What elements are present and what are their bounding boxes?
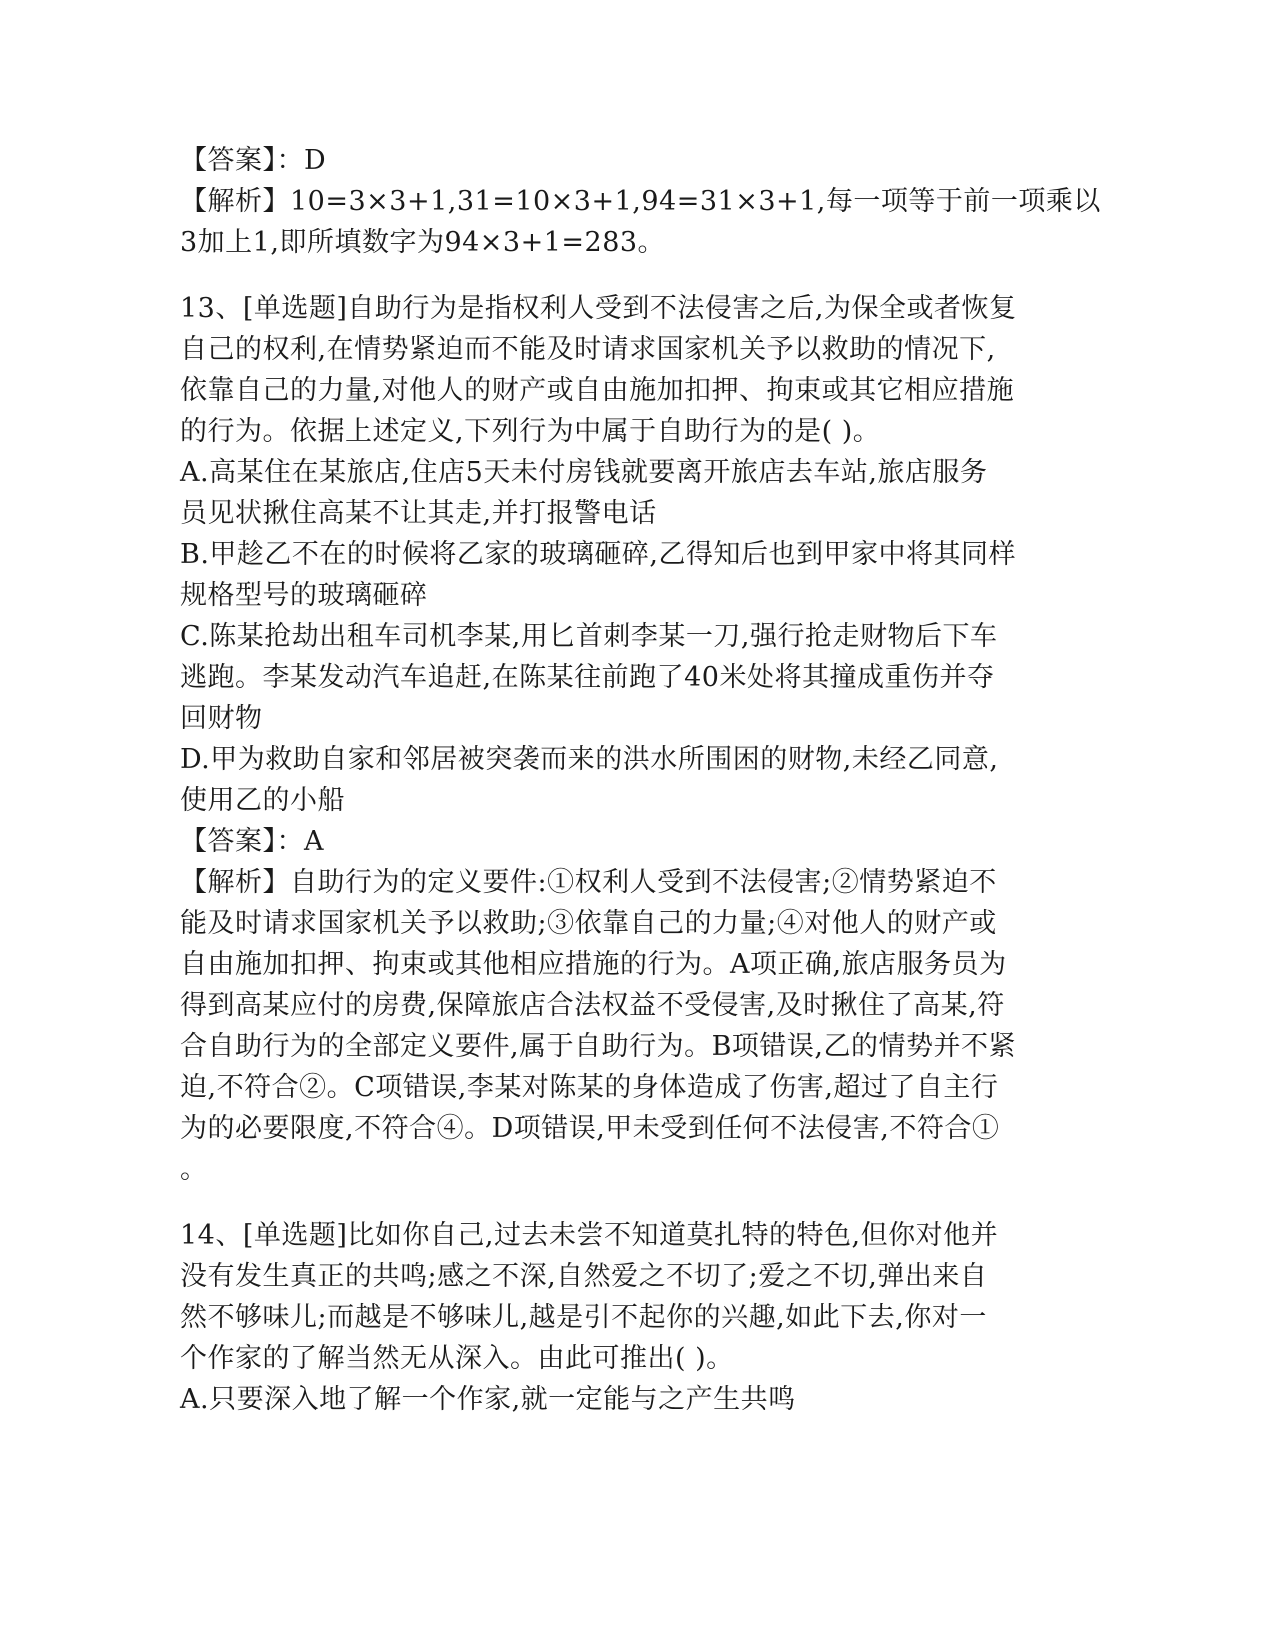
q13-option-d — [180, 739, 1080, 821]
option-line: 员见状揪住高某不让其走,并打报警电话 — [180, 498, 657, 529]
stem-line: 没有发生真正的共鸣;感之不深,自然爱之不切了;爱之不切,弹出来自 — [180, 1261, 988, 1292]
q13-option-c — [180, 616, 1080, 739]
question-spacer — [180, 263, 1080, 288]
option-line: B.甲趁乙不在的时候将乙家的玻璃砸碎,乙得知后也到甲家中将其同样 — [180, 539, 1017, 570]
stem-line: 的行为。依据上述定义,下列行为中属于自助行为的是( )。 — [180, 416, 881, 447]
option-line: 规格型号的玻璃砸碎 — [180, 580, 428, 611]
option-line: 回财物 — [180, 703, 263, 734]
option-line: D.甲为救助自家和邻居被突袭而来的洪水所围困的财物,未经乙同意, — [180, 744, 999, 775]
analysis-line: 。 — [180, 1154, 208, 1185]
stem-line: 13、[单选题]自助行为是指权利人受到不法侵害之后,为保全或者恢复 — [180, 293, 1017, 324]
q13-answer — [180, 821, 1080, 862]
stem-line: 然不够味儿;而越是不够味儿,越是引不起你的兴趣,如此下去,你对一 — [180, 1302, 987, 1333]
q14-option-a — [180, 1379, 1080, 1420]
option-line: A.只要深入地了解一个作家,就一定能与之产生共鸣 — [180, 1384, 796, 1415]
q13-option-a — [180, 452, 1080, 534]
stem-line: 依靠自己的力量,对他人的财产或自由施加扣押、拘束或其它相应措施 — [180, 375, 1015, 406]
q12-analysis — [180, 181, 1101, 263]
stem-line: 自己的权利,在情势紧迫而不能及时请求国家机关予以救助的情况下, — [180, 334, 996, 365]
q13-analysis — [180, 862, 1080, 1190]
analysis-line: 【解析】10=3×3+1,31=10×3+1,94=31×3+1,每一项等于前一项乘以 — [180, 186, 1101, 217]
q12-answer — [180, 140, 1080, 181]
analysis-line: 迫,不符合②。C项错误,李某对陈某的身体造成了伤害,超过了自主行 — [180, 1072, 999, 1103]
option-line: 使用乙的小船 — [180, 785, 345, 816]
analysis-line: 能及时请求国家机关予以救助;③依靠自己的力量;④对他人的财产或 — [180, 908, 997, 939]
q13-option-b — [180, 534, 1080, 616]
answer-line: 【答案】：D — [180, 145, 327, 176]
option-line: A.高某住在某旅店,住店5天未付房钱就要离开旅店去车站,旅店服务 — [180, 457, 988, 488]
analysis-line: 得到高某应付的房费,保障旅店合法权益不受侵害,及时揪住了高某,符 — [180, 990, 1005, 1021]
analysis-line: 合自助行为的全部定义要件,属于自助行为。B项错误,乙的情势并不紧 — [180, 1031, 1017, 1062]
q13-stem — [180, 288, 1080, 452]
option-line: C.陈某抢劫出租车司机李某,用匕首刺李某一刀,强行抢走财物后下车 — [180, 621, 998, 652]
analysis-line: 自由施加扣押、拘束或其他相应措施的行为。A项正确,旅店服务员为 — [180, 949, 1007, 980]
stem-line: 个作家的了解当然无从深入。由此可推出( )。 — [180, 1343, 734, 1374]
q14-stem — [180, 1215, 1080, 1379]
stem-line: 14、[单选题]比如你自己,过去未尝不知道莫扎特的特色,但你对他并 — [180, 1220, 999, 1251]
analysis-line: 3加上1,即所填数字为94×3+1=283。 — [180, 227, 666, 258]
analysis-line: 【解析】自助行为的定义要件:①权利人受到不法侵害;②情势紧迫不 — [180, 867, 997, 898]
analysis-line: 为的必要限度,不符合④。D项错误,甲未受到任何不法侵害,不符合① — [180, 1113, 1000, 1144]
question-spacer — [180, 1190, 1080, 1215]
document-page — [180, 140, 1101, 1420]
option-line: 逃跑。李某发动汽车追赶,在陈某往前跑了40米处将其撞成重伤并夺 — [180, 662, 995, 693]
answer-line: 【答案】：A — [180, 826, 324, 857]
